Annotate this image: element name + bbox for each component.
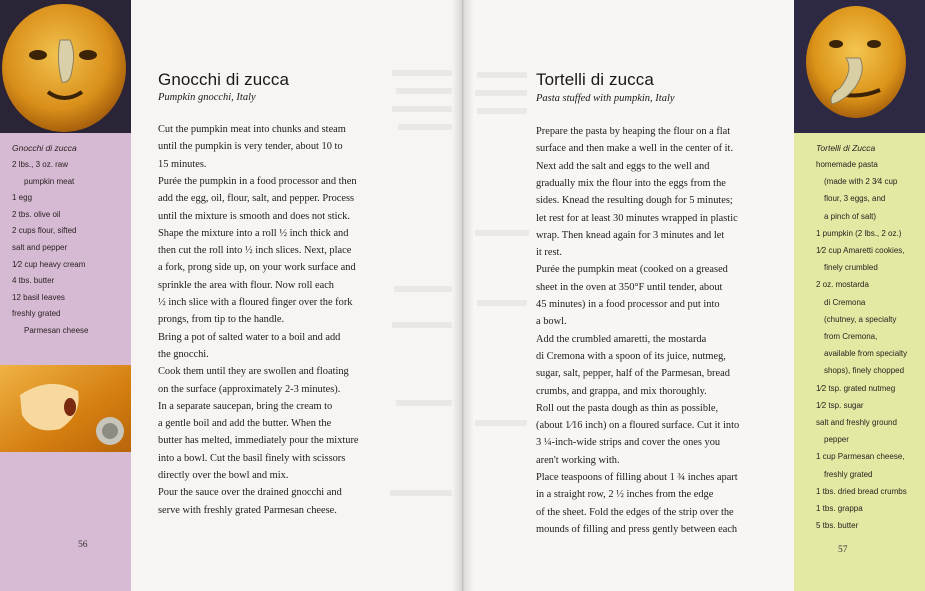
show-through <box>477 108 527 114</box>
show-through <box>390 490 452 496</box>
show-through <box>477 72 527 78</box>
ingredient-item: 1⁄2 cup Amaretti cookies, <box>816 246 905 255</box>
ingredient-item: available from specialty <box>824 349 908 359</box>
show-through <box>475 420 527 426</box>
ingredient-item: Parmesan cheese <box>24 326 89 335</box>
body-text-line: (about 1⁄16 inch) on a floured surface. Cut it into <box>536 420 740 432</box>
show-through <box>392 70 452 76</box>
ingredient-item: flour, 3 eggs, and <box>824 194 886 204</box>
body-text-line: serve with freshly grated Parmesan cheese. <box>158 504 337 516</box>
body-text-line: wrap. Then knead again for 3 minutes and let <box>536 229 725 241</box>
body-text-line: Prepare the pasta by heaping the flour on a flat <box>536 126 731 137</box>
body-text-line: on the surface (approximately 2-3 minutes). <box>158 383 341 395</box>
recipe-subtitle-left: Pumpkin gnocchi, Italy <box>158 92 256 103</box>
ingredient-item: 2 oz. mostarda <box>816 280 869 290</box>
ingredient-item: 2 tbs. olive oil <box>12 209 61 219</box>
right-sidebar <box>794 0 925 591</box>
ingredient-item: freshly grated <box>824 469 873 479</box>
body-text-line: Pour the sauce over the drained gnocchi and <box>158 487 342 499</box>
ingredient-item: from Cremona, <box>824 332 878 341</box>
body-text-line: 15 minutes. <box>158 158 207 170</box>
ingredient-item: 2 lbs., 3 oz. raw <box>12 160 69 169</box>
body-text-line: sprinkle the area with flour. Now roll each <box>158 279 335 291</box>
recipe-subtitle-right: Pasta stuffed with pumpkin, Italy <box>536 93 675 104</box>
sidebar-bottom-left <box>0 452 131 591</box>
body-text-line: a gentle boil and add the butter. When the <box>158 418 332 430</box>
ingredient-item: 1 egg <box>12 193 33 203</box>
left-page <box>0 0 462 591</box>
pumpkin-face-photo-right <box>794 0 925 133</box>
body-text-line: let rest for at least 30 minutes wrapped in plastic <box>536 212 738 224</box>
pumpkin-face-photo-left <box>0 0 131 133</box>
page-number-left: 56 <box>78 540 88 550</box>
body-text-line: directly over the bowl and mix. <box>158 470 289 481</box>
ingredient-item: 4 tbs. butter <box>12 276 55 286</box>
show-through <box>396 88 452 94</box>
body-text-line: gradually mix the flour into the eggs from the <box>536 177 726 189</box>
body-text-line: then cut the roll into ½ inch slices. Next, place <box>158 245 352 257</box>
body-text-line: in a straight row, 2 ½ inches from the edge <box>536 489 714 501</box>
ingredient-item: 1 tbs. grappa <box>816 504 863 513</box>
body-text-line: Add the crumbled amaretti, the mostarda <box>536 333 707 345</box>
body-text-line: Purée the pumpkin in a food processor and then <box>158 175 357 187</box>
ingredient-item: pepper <box>824 435 849 445</box>
body-text-line: prongs, from tip to the handle. <box>158 314 285 326</box>
ingredient-item: 12 basil leaves <box>12 292 65 302</box>
body-text-line: di Cremona with a spoon of its juice, nutmeg, <box>536 350 726 362</box>
ingredient-item: homemade pasta <box>816 160 878 169</box>
ingredient-item: 1⁄2 cup heavy cream <box>12 259 86 269</box>
body-text-line: Cut the pumpkin meat into chunks and steam <box>158 124 346 135</box>
body-text-line: crumbs, and grappa, and mix thoroughly. <box>536 385 707 397</box>
body-text-line: Cook them until they are swollen and floating <box>158 366 349 378</box>
ingredient-item: freshly grated <box>12 309 61 319</box>
ingredients-title: Gnocchi di zucca <box>12 143 77 153</box>
body-text-line: sugar, salt, pepper, half of the Parmesan, bread <box>536 368 730 380</box>
body-text-line: 45 minutes) in a food processor and put into <box>536 299 720 310</box>
show-through <box>475 90 527 96</box>
show-through <box>398 124 452 130</box>
show-through <box>396 400 452 406</box>
ingredient-item: shops), finely chopped <box>824 366 905 376</box>
ingredient-item: 5 tbs. butter <box>816 521 859 531</box>
pumpkin-seeds-photo <box>0 365 131 452</box>
body-text-line: the gnocchi. <box>158 348 209 360</box>
right-page <box>463 0 925 591</box>
page-number-right: 57 <box>838 545 848 555</box>
ingredients-panel-left <box>0 133 131 365</box>
recipe-title-left: Gnocchi di zucca <box>158 70 290 89</box>
body-text-line: Roll out the pasta dough as thin as possible, <box>536 402 719 414</box>
ingredient-item: 1 cup Parmesan cheese, <box>816 452 905 462</box>
ingredient-item: di Cremona <box>824 297 866 307</box>
ingredient-item: (made with 2 3⁄4 cup <box>824 177 898 187</box>
show-through <box>394 286 452 292</box>
body-text-line: Next add the salt and eggs to the well and <box>536 160 710 172</box>
ingredient-item: salt and pepper <box>12 243 68 252</box>
ingredients-title: Tortelli di Zucca <box>816 143 876 153</box>
body-text-line: of the sheet. Fold the edges of the strip over the <box>536 506 734 518</box>
ingredient-item: 1 tbs. dried bread crumbs <box>816 486 907 496</box>
ingredient-item: (chutney, a specialty <box>824 314 897 324</box>
body-text-line: Shape the mixture into a roll ½ inch thick and <box>158 227 349 239</box>
ingredient-item: pumpkin meat <box>24 176 75 186</box>
recipe-title-right: Tortelli di zucca <box>536 70 654 89</box>
ingredient-item: 1⁄2 tsp. grated nutmeg <box>816 383 896 393</box>
body-text-line: a fork, prong side up, on your work surface and <box>158 262 356 274</box>
body-text-line: ½ inch slice with a floured finger over the fork <box>158 297 353 308</box>
body-text-line: Bring a pot of salted water to a boil and add <box>158 331 341 343</box>
body-text-line: butter has melted, immediately pour the mixture <box>158 435 359 447</box>
body-text-line: mounds of filling and press gently between each <box>536 523 738 535</box>
body-text-line: aren't working with. <box>536 454 620 466</box>
body-text-line: Place teaspoons of filling about 1 ¾ inches apart <box>536 472 738 483</box>
body-text-line: Purée the pumpkin meat (cooked on a greased <box>536 264 728 276</box>
show-through <box>475 230 529 236</box>
body-text-line: until the pumpkin is very tender, about 10 to <box>158 141 343 153</box>
body-text-line: 3 ¼-inch-wide strips and cover the ones you <box>536 437 721 449</box>
body-text-line: a bowl. <box>536 316 567 328</box>
body-text-line: into a bowl. Cut the basil finely with scissors <box>158 452 346 464</box>
ingredient-item: salt and freshly ground <box>816 418 897 427</box>
body-text-line: it rest. <box>536 247 562 259</box>
ingredient-item: finely crumbled <box>824 263 878 273</box>
ingredient-item: 1 pumpkin (2 lbs., 2 oz.) <box>816 228 902 238</box>
show-through <box>392 106 452 112</box>
ingredient-item: a pinch of salt) <box>824 211 877 221</box>
ingredients-panel-right <box>794 133 925 591</box>
body-text-line: sheet in the oven at 350°F until tender, about <box>536 281 723 293</box>
show-through <box>392 322 452 328</box>
ingredient-item: 2 cups flour, sifted <box>12 226 77 236</box>
body-text-line: until the mixture is smooth and does not stick. <box>158 210 350 222</box>
show-through <box>477 300 527 306</box>
ingredient-item: 1⁄2 tsp. sugar <box>816 400 864 410</box>
body-text-line: add the egg, oil, flour, salt, and pepper. Process <box>158 193 355 205</box>
body-text-line: surface and then make a well in the center of it. <box>536 143 734 155</box>
left-sidebar <box>0 0 131 591</box>
body-text-line: sides. Knead the resulting dough for 5 minutes; <box>536 195 733 207</box>
body-text-line: In a separate saucepan, bring the cream to <box>158 400 333 412</box>
